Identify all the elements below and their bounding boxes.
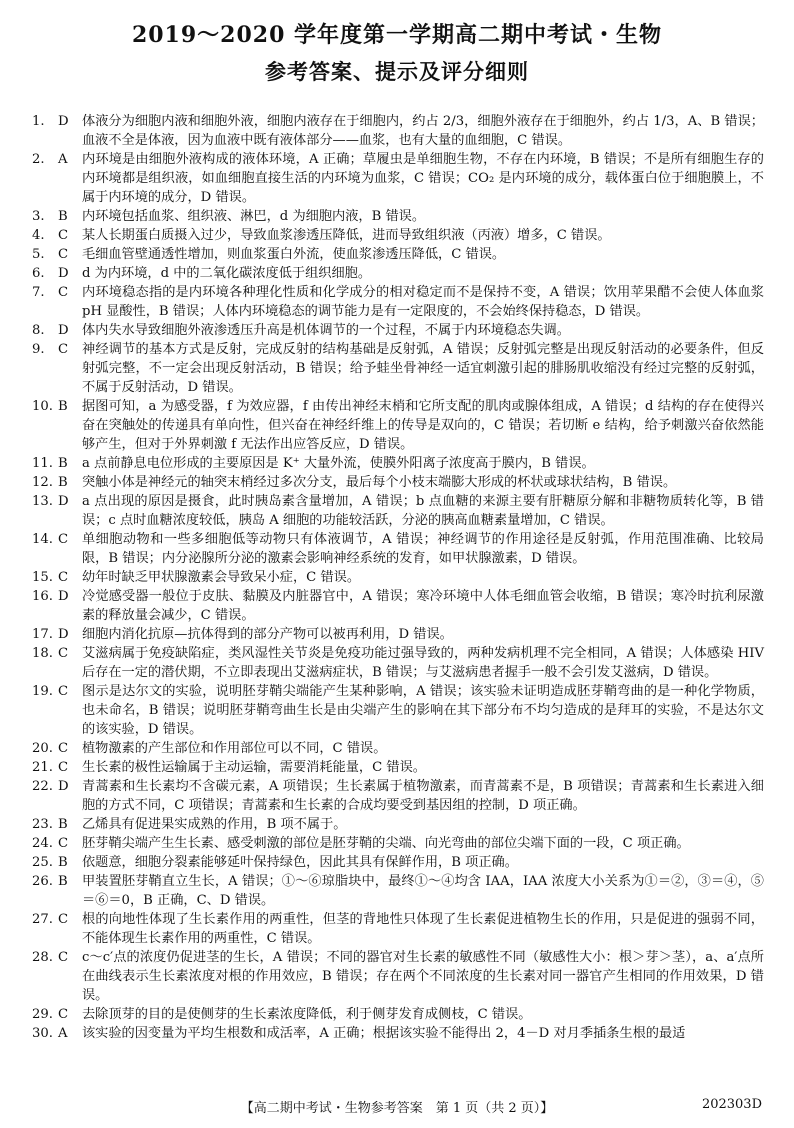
answer-choice: D	[58, 323, 69, 338]
answer-explanation: 植物激素的产生部位和作用部位可以不同，C 错误。	[82, 741, 387, 756]
answer-item	[32, 682, 764, 739]
answer-item	[32, 815, 764, 834]
answer-choice: C	[58, 912, 69, 927]
answer-item	[32, 245, 764, 264]
answer-explanation: c～c′点的浓度仍促进茎的生长，A 错误；不同的器官对生长素的敏感性不同（敏感性大小：根＞芽＞茎），a、a′点所在曲线表示生长素浓度对根的作用效应，B 错误；存在两个不同浓度的生长素对同一器官产生相同的作用效果，D 错误。	[82, 950, 764, 1003]
answer-explanation: 乙烯具有促进果实成熟的作用，B 项不属于。	[82, 817, 347, 832]
footer-page-info: 【高二期中考试・生物参考答案 第 1 页（共 2 页）】	[240, 1101, 554, 1116]
answer-number: 26.	[32, 874, 53, 889]
answer-number: 30.	[32, 1026, 53, 1041]
answer-number: 13.	[32, 494, 53, 509]
answer-number: 25.	[32, 855, 53, 870]
answer-choice: D	[58, 589, 69, 604]
answer-item	[32, 834, 764, 853]
answer-number: 1.	[32, 114, 45, 129]
answer-list	[32, 112, 764, 1043]
answer-item	[32, 777, 764, 815]
answer-item	[32, 1024, 764, 1043]
answer-choice: A	[58, 152, 68, 167]
answer-item	[32, 112, 764, 150]
answer-choice: C	[58, 950, 69, 965]
answer-explanation: 据图可知，a 为感受器，f 为效应器，f 由传出神经末梢和它所支配的肌肉或腺体组成，A 错误；d 结构的存在使得兴奋在突触处的传递具有单向性，但兴奋在神经纤维上的传导是双向的，C 错误；若切断 e 结构，给予刺激兴奋依然能够产生，但对于外界刺激 f 无法作出应答反应，D 错误。	[82, 399, 764, 452]
answer-explanation: 单细胞动物和一些多细胞低等动物只有体液调节，A 错误；神经调节的作用途径是反射弧，作用范围准确、比较局限，B 错误；内分泌腺所分泌的激素会影响神经系统的发育，如甲状腺激素，D 错误。	[82, 532, 764, 566]
answer-item	[32, 264, 764, 283]
answer-number: 24.	[32, 836, 53, 851]
answer-explanation: 去除顶芽的目的是使侧芽的生长素浓度降低，利于侧芽发育成侧枝，C 错误。	[82, 1007, 532, 1022]
answer-item	[32, 226, 764, 245]
answer-item	[32, 625, 764, 644]
answer-item	[32, 283, 764, 321]
answer-choice: A	[58, 1026, 68, 1041]
answer-item	[32, 397, 764, 454]
answer-number: 3.	[32, 209, 45, 224]
answer-choice: B	[58, 817, 68, 832]
answer-choice: C	[58, 741, 69, 756]
footer-code: 202303D	[701, 1097, 762, 1112]
answer-number: 16.	[32, 589, 53, 604]
answer-explanation: 突触小体是神经元的轴突末梢经过多次分支，最后每个小枝末端膨大形成的杯状或球状结构，B 错误。	[82, 475, 677, 490]
answer-item	[32, 739, 764, 758]
answer-choice: B	[58, 456, 68, 471]
answer-number: 8.	[32, 323, 45, 338]
answer-number: 28.	[32, 950, 53, 965]
answer-explanation: 依题意，细胞分裂素能够延叶保持绿色，因此其具有保鲜作用，B 项正确。	[82, 855, 518, 870]
answer-number: 18.	[32, 646, 53, 661]
answer-item	[32, 321, 764, 340]
answer-number: 4.	[32, 228, 45, 243]
answer-explanation: 某人长期蛋白质摄入过少，导致血浆渗透压降低，进而导致组织液（丙液）增多，C 错误。	[82, 228, 611, 243]
answer-choice: C	[58, 570, 69, 585]
answer-number: 7.	[32, 285, 45, 300]
answer-item	[32, 853, 764, 872]
answer-item	[32, 207, 764, 226]
answer-choice: C	[58, 247, 69, 262]
answer-number: 20.	[32, 741, 53, 756]
answer-choice: B	[58, 874, 68, 889]
answer-item	[32, 568, 764, 587]
answer-item	[32, 150, 764, 207]
answer-number: 22.	[32, 779, 53, 794]
answer-explanation: 艾滋病属于免疫缺陷症，类风湿性关节炎是免疫功能过强导致的，两种发病机理不完全相同，A 错误；人体感染 HIV 后存在一定的潜伏期，不立即表现出艾滋病症状，B 错误；与艾滋病患者握手一般不会引发艾滋病，D 错误。	[82, 646, 764, 680]
answer-item	[32, 910, 764, 948]
answer-explanation: 幼年时缺乏甲状腺激素会导致呆小症，C 错误。	[82, 570, 361, 585]
answer-explanation: d 为内环境，d 中的二氧化碳浓度低于组织细胞。	[82, 266, 372, 281]
answer-explanation: 内环境包括血浆、组织液、淋巴，d 为细胞内液，B 错误。	[82, 209, 426, 224]
answer-number: 6.	[32, 266, 45, 281]
answer-choice: B	[58, 399, 68, 414]
answer-item	[32, 530, 764, 568]
answer-number: 15.	[32, 570, 53, 585]
answer-choice: C	[58, 836, 69, 851]
answer-choice: C	[58, 684, 69, 699]
answer-item	[32, 473, 764, 492]
answer-explanation: a 点前静息电位形成的主要原因是 K⁺ 大量外流，使膜外阳离子浓度高于膜内，B 错误。	[82, 456, 595, 471]
answer-explanation: 生长素的极性运输属于主动运输，需要消耗能量，C 错误。	[82, 760, 426, 775]
answer-explanation: 内环境稳态指的是内环境各种理化性质和化学成分的相对稳定而不是保持不变，A 错误；饮用苹果醋不会使人体血浆 pH 显酸性，B 错误；人体内环境稳态的调节能力是有一定限度的，不会始终保持稳态，D 错误。	[82, 285, 764, 319]
answer-choice: C	[58, 228, 69, 243]
answer-number: 10.	[32, 399, 53, 414]
answer-explanation: 毛细血管壁通透性增加，则血浆蛋白外流，使血浆渗透压降低，C 错误。	[82, 247, 506, 262]
answer-choice: B	[58, 209, 68, 224]
answer-explanation: 冷觉感受器一般位于皮肤、黏膜及内脏器官中，A 错误；寒冷环境中人体毛细血管会收缩，B 错误；寒冷时抗利尿激素的释放量会减少，C 错误。	[82, 589, 764, 623]
answer-number: 9.	[32, 342, 45, 357]
answer-item	[32, 340, 764, 397]
answer-explanation: 胚芽鞘尖端产生生长素、感受刺激的部位是胚芽鞘的尖端、向光弯曲的部位尖端下面的一段，C 项正确。	[82, 836, 690, 851]
answer-explanation: 体内失水导致细胞外液渗透压升高是机体调节的一个过程，不属于内环境稳态失调。	[82, 323, 570, 338]
answer-explanation: 青蒿素和生长素均不含碳元素，A 项错误；生长素属于植物激素，而青蒿素不是，B 项错误；青蒿素和生长素进入细胞的方式不同，C 项错误；青蒿素和生长素的合成均要受到基因组的控制，D 项正确。	[82, 779, 764, 813]
answer-number: 19.	[32, 684, 53, 699]
answer-choice: C	[58, 760, 69, 775]
answer-number: 29.	[32, 1007, 53, 1022]
answer-number: 21.	[32, 760, 53, 775]
answer-choice: D	[58, 266, 69, 281]
answer-item	[32, 758, 764, 777]
answer-choice: D	[58, 114, 69, 129]
answer-item	[32, 948, 764, 1005]
answer-number: 12.	[32, 475, 53, 490]
answer-choice: B	[58, 475, 68, 490]
page-subtitle: 参考答案、提示及评分细则	[265, 60, 529, 84]
answer-choice: C	[58, 1007, 69, 1022]
answer-number: 17.	[32, 627, 53, 642]
answer-number: 23.	[32, 817, 53, 832]
answer-number: 5.	[32, 247, 45, 262]
answer-explanation: 该实验的因变量为平均生根数和成活率，A 正确；根据该实验不能得出 2，4－D 对月季插条生根的最适	[82, 1026, 686, 1041]
answer-item	[32, 454, 764, 473]
answer-choice: C	[58, 285, 69, 300]
answer-explanation: 体液分为细胞内液和细胞外液，细胞内液存在于细胞内，约占 2/3，细胞外液存在于细胞外，约占 1/3，A、B 错误；血液不全是体液，因为血液中既有液体部分——血浆，也有大量的血细胞，C 错误。	[82, 114, 764, 148]
answer-item	[32, 492, 764, 530]
answer-choice: D	[58, 779, 69, 794]
answer-number: 2.	[32, 152, 45, 167]
answer-item	[32, 872, 764, 910]
answer-choice: B	[58, 855, 68, 870]
page-title: 2019～2020 学年度第一学期高二期中考试・生物	[131, 22, 663, 48]
answer-choice: D	[58, 494, 69, 509]
answer-choice: D	[58, 627, 69, 642]
answer-explanation: 图示是达尔文的实验，说明胚芽鞘尖端能产生某种影响，A 错误；该实验未证明造成胚芽鞘弯曲的是一种化学物质，也未命名，B 错误；说明胚芽鞘弯曲生长是由尖端产生的影响在其下部分布不均匀造成的是拜耳的实验，不是达尔文的该实验，D 错误。	[82, 684, 764, 737]
answer-explanation: 内环境是由细胞外液构成的液体环境，A 正确；草履虫是单细胞生物，不存在内环境，B 错误；不是所有细胞生存的内环境都是组织液，如血细胞直接生活的内环境为血浆，C 错误；CO₂ 是内环境的成分，载体蛋白位于细胞膜上，不属于内环境的成分，D 错误。	[82, 152, 764, 205]
answer-explanation: 根的向地性体现了生长素作用的两重性，但茎的背地性只体现了生长素促进植物生长的作用，只是促进的强弱不同，不能体现生长素作用的两重性，C 错误。	[82, 912, 764, 946]
answer-choice: C	[58, 342, 69, 357]
answer-explanation: a 点出现的原因是摄食，此时胰岛素含量增加，A 错误；b 点血糖的来源主要有肝糖原分解和非糖物质转化等，B 错误；c 点时血糖浓度较低，胰岛 A 细胞的功能较活跃，分泌的胰高血糖素量增加，C 错误。	[82, 494, 764, 528]
answer-item	[32, 587, 764, 625]
answer-choice: C	[58, 532, 69, 547]
answer-choice: C	[58, 646, 69, 661]
answer-number: 14.	[32, 532, 53, 547]
answer-explanation: 神经调节的基本方式是反射，完成反射的结构基础是反射弧，A 错误；反射弧完整是出现反射活动的必要条件，但反射弧完整，不一定会出现反射活动，B 错误；给予蛙坐骨神经一适宜刺激引起的腓肠肌收缩没有经过完整的反射弧，不属于反射活动，D 错误。	[82, 342, 764, 395]
answer-explanation: 细胞内消化抗原—抗体得到的部分产物可以被再利用，D 错误。	[82, 627, 453, 642]
answer-explanation: 甲装置胚芽鞘直立生长，A 错误；①～⑥琼脂块中，最终①～④均含 IAA，IAA 浓度大小关系为①＝②，③＝④，⑤＝⑥＝0，B 正确，C、D 错误。	[82, 874, 764, 908]
answer-number: 11.	[32, 456, 53, 471]
answer-item	[32, 1005, 764, 1024]
answer-item	[32, 644, 764, 682]
answer-number: 27.	[32, 912, 53, 927]
